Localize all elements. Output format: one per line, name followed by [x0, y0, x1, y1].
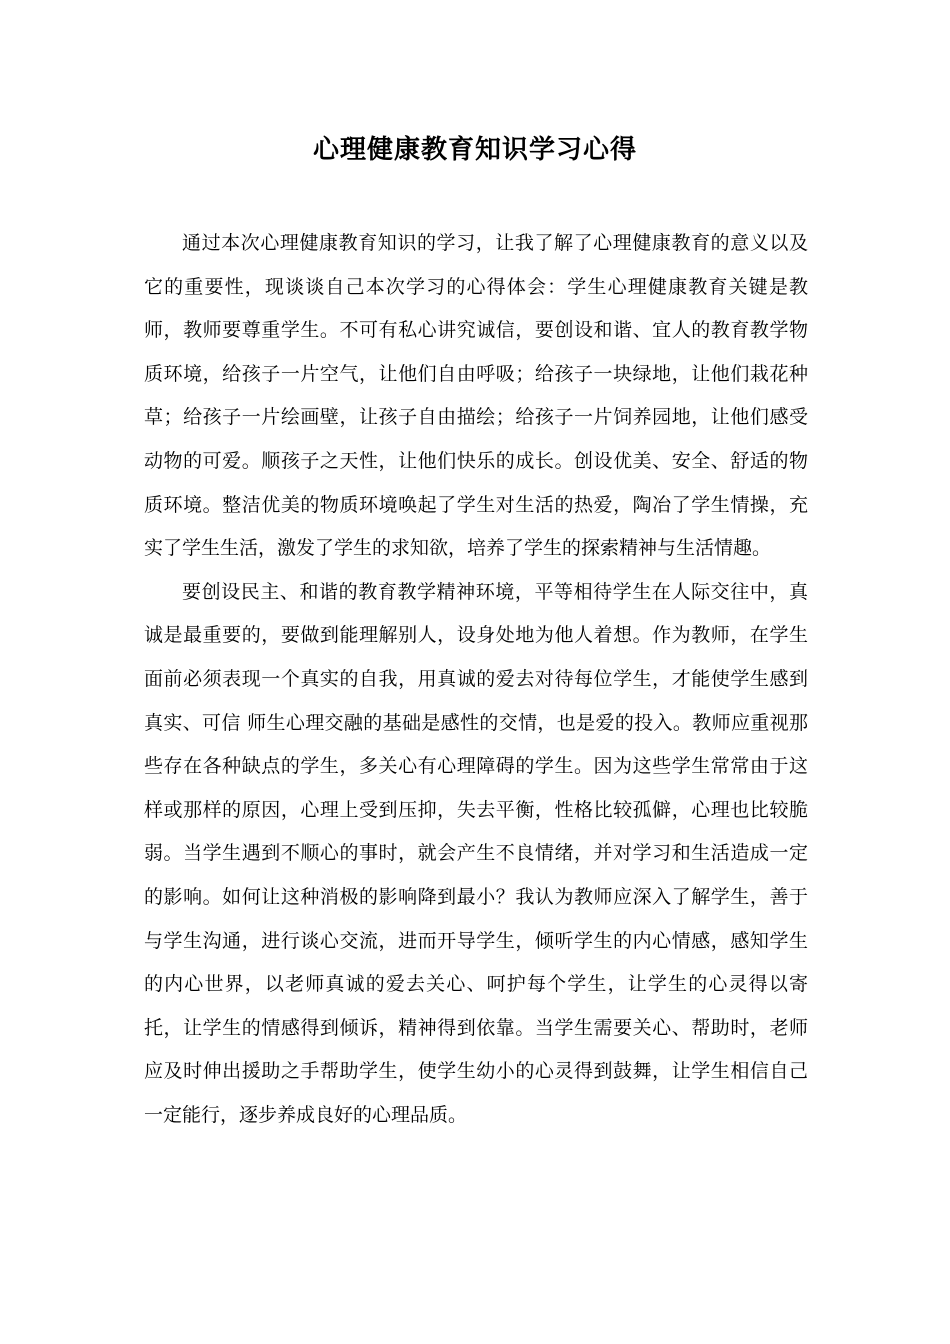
document-body [144, 222, 808, 1137]
document-title: 心理健康教育知识学习心得 [312, 135, 637, 165]
body-paragraph-2: 要创设民主、和谐的教育教学精神环境，平等相待学生在人际交往中，真诚是最重要的，要做到能理解别人，设身处地为他人着想。作为教师，在学生面前必须表现一个真实的自我，用真诚的爱去对待每位学生，才能使学生感到真实、可信 师生心理交融的基础是感性的交情，也是爱的投入。教师应重视那些存在各种缺点的学生，多关心有心理障碍的学生。因为这些学生常常由于这样或那样的原因，心理上受到压抑，失去平衡，性格比较孤僻，心理也比较脆弱。当学生遇到不顺心的事时，就会产生不良情绪，并对学习和生活造成一定的影响。如何让这种消极的影响降到最小？我认为教师应深入了解学生，善于与学生沟通，进行谈心交流，进而开导学生，倾听学生的内心情感，感知学生的内心世界，以老师真诚的爱去关心、呵护每个学生，让学生的心灵得以寄托，让学生的情感得到倾诉，精神得到依靠。当学生需要关心、帮助时，老师应及时伸出援助之手帮助学生，使学生幼小的心灵得到鼓舞，让学生相信自己一定能行，逐步养成良好的心理品质。 [144, 580, 808, 1126]
body-paragraph-1: 通过本次心理健康教育知识的学习，让我了解了心理健康教育的意义以及它的重要性，现谈谈自己本次学习的心得体会：学生心理健康教育关键是教师，教师要尊重学生。不可有私心讲究诚信，要创设和谐、宜人的教育教学物质环境，给孩子一片空气，让他们自由呼吸；给孩子一块绿地，让他们栽花种草；给孩子一片绘画壁，让孩子自由描绘；给孩子一片饲养园地，让他们感受动物的可爱。顺孩子之天性，让他们快乐的成长。创设优美、安全、舒适的物质环境。整洁优美的物质环境唤起了学生对生活的热爱，陶冶了学生情操，充实了学生生活，激发了学生的求知欲，培养了学生的探索精神与生活情趣。 [144, 232, 808, 560]
